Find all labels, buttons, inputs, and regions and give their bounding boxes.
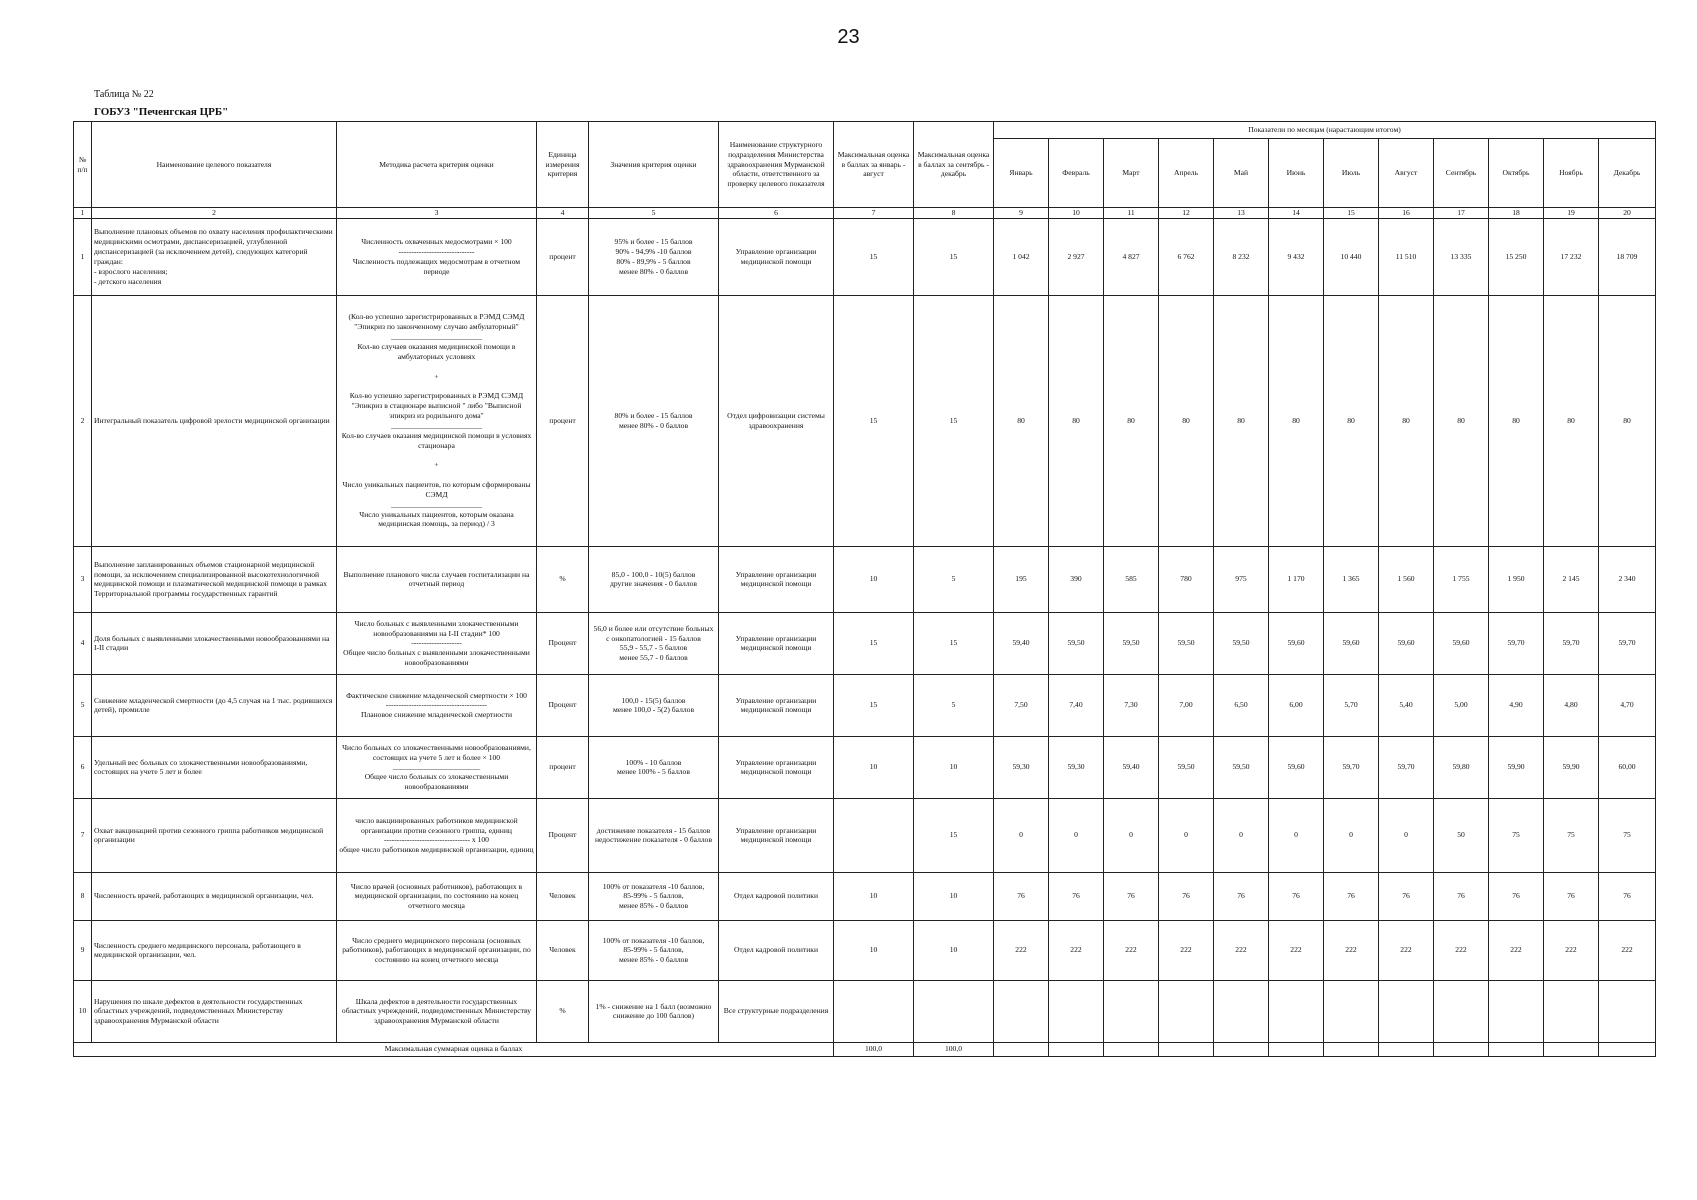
calculation-method: Фактическое снижение младенческой смертности × 100 ---------------------------------------- Плановое снижение младенческой смертности [337,674,537,736]
month-value: 0 [1049,798,1104,872]
month-value: 59,60 [1324,612,1379,674]
column-number: 1 [74,208,92,219]
month-value: 222 [1214,920,1269,980]
column-number: 2 [92,208,337,219]
calculation-method: (Кол-во успешно зарегистрированных в РЭМД СЭМД "Эпикриз по законченному случаю амбулаторный" ________________________ Кол-во случаев оказания медицинской помощи в амбулаторных условиях + Кол-во успешно зарегистрированных в РЭМД СЭМД "Эпикриз в стационаре выписной " либо "Выписной эпикриз из родильного дома" ________________________ Кол-во случаев оказания медицинской помощи в условиях стационара + Число уникальных пациентов, по которым сформированы СЭМД ________________________ Число уникальных пациентов, которым оказана медицинская помощь, за период) / 3 [337,295,537,546]
total-month-cell [1544,1042,1599,1056]
criterion-unit: процент [537,218,589,295]
month-value: 59,70 [1489,612,1544,674]
month-value: 7,30 [1104,674,1159,736]
calculation-method: Шкала дефектов в деятельности государственных областных учреждений, подведомственных Министерству здравоохранения Мурманской области [337,980,537,1042]
month-value: 1 170 [1269,546,1324,612]
month-value: 59,50 [1159,736,1214,798]
responsible-department: Управление организации медицинской помощи [719,612,834,674]
column-number: 13 [1214,208,1269,219]
month-value: 10 440 [1324,218,1379,295]
month-value: 0 [1379,798,1434,872]
month-value: 222 [1434,920,1489,980]
table-row [74,736,1656,798]
month-value: 195 [994,546,1049,612]
criterion-unit: процент [537,736,589,798]
month-value [1489,980,1544,1042]
header-month: Май [1214,139,1269,208]
month-value: 0 [1269,798,1324,872]
row-number: 9 [74,920,92,980]
month-value: 76 [1159,872,1214,920]
month-value: 59,60 [1269,736,1324,798]
month-value: 80 [1049,295,1104,546]
header-month: Август [1379,139,1434,208]
column-number: 17 [1434,208,1489,219]
month-value: 1 950 [1489,546,1544,612]
row-number: 5 [74,674,92,736]
max-score-sep-dec: 15 [914,218,994,295]
month-value: 4,70 [1599,674,1656,736]
total-row [74,1042,1656,1056]
max-score-sep-dec: 10 [914,872,994,920]
column-number: 7 [834,208,914,219]
month-value: 59,60 [1434,612,1489,674]
month-value: 76 [994,872,1049,920]
month-value [1599,980,1656,1042]
month-value: 75 [1599,798,1656,872]
indicator-name: Интегральный показатель цифровой зрелости медицинской организации [92,295,337,546]
month-value: 6,00 [1269,674,1324,736]
header-month: Март [1104,139,1159,208]
header-month: Июль [1324,139,1379,208]
responsible-department: Управление организации медицинской помощи [719,798,834,872]
header-month: Апрель [1159,139,1214,208]
month-value: 76 [1049,872,1104,920]
row-number: 10 [74,980,92,1042]
calculation-method: Число среднего медицинского персонала (основных работников), работающих в медицинской организации, по состоянию на конец отчетного месяца [337,920,537,980]
responsible-department: Управление организации медицинской помощи [719,674,834,736]
month-value: 59,40 [1104,736,1159,798]
table-row [74,980,1656,1042]
month-value: 80 [1544,295,1599,546]
month-value: 1 560 [1379,546,1434,612]
column-number: 10 [1049,208,1104,219]
month-value: 59,70 [1379,736,1434,798]
header-method: Методика расчета критерия оценки [337,122,537,208]
month-value: 80 [1214,295,1269,546]
month-value: 60,00 [1599,736,1656,798]
month-value: 80 [1379,295,1434,546]
criterion-unit: % [537,980,589,1042]
month-value: 0 [994,798,1049,872]
month-value: 5,70 [1324,674,1379,736]
column-number: 12 [1159,208,1214,219]
calculation-method: Выполнение планового числа случаев госпитализации на отчетный период [337,546,537,612]
month-value [1214,980,1269,1042]
responsible-department: Управление организации медицинской помощи [719,218,834,295]
table-row [74,218,1656,295]
total-month-cell [994,1042,1049,1056]
month-value: 59,30 [1049,736,1104,798]
month-value: 222 [1489,920,1544,980]
month-value: 76 [1324,872,1379,920]
month-value: 585 [1104,546,1159,612]
criterion-unit: Человек [537,920,589,980]
responsible-department: Отдел кадровой политики [719,872,834,920]
month-value: 222 [1159,920,1214,980]
total-month-cell [1434,1042,1489,1056]
month-value: 80 [1104,295,1159,546]
max-score-sep-dec: 15 [914,798,994,872]
max-score-jan-aug: 10 [834,736,914,798]
criterion-values: 100% - 10 баллов менее 100% - 5 баллов [589,736,719,798]
month-value: 222 [1269,920,1324,980]
indicator-name: Доля больных с выявленными злокачественными новообразованиями на I-II стадии [92,612,337,674]
month-value: 80 [1434,295,1489,546]
month-value: 59,90 [1489,736,1544,798]
row-number: 8 [74,872,92,920]
row-number: 2 [74,295,92,546]
month-value: 7,50 [994,674,1049,736]
month-value: 222 [1599,920,1656,980]
criterion-unit: Процент [537,674,589,736]
total-month-cell [1599,1042,1656,1056]
table-row [74,920,1656,980]
header-unit: Единица измерения критерия [537,122,589,208]
criterion-values: 100% от показателя -10 баллов, 85-99% - 5 баллов, менее 85% - 0 баллов [589,920,719,980]
month-value: 4,90 [1489,674,1544,736]
month-value: 76 [1214,872,1269,920]
month-value: 75 [1489,798,1544,872]
month-value: 76 [1269,872,1324,920]
column-number: 8 [914,208,994,219]
row-number: 6 [74,736,92,798]
month-value: 59,30 [994,736,1049,798]
month-value: 59,50 [1214,736,1269,798]
criterion-unit: Процент [537,612,589,674]
column-number: 5 [589,208,719,219]
month-value: 6,50 [1214,674,1269,736]
max-score-jan-aug [834,798,914,872]
month-value: 2 145 [1544,546,1599,612]
criterion-unit: Процент [537,798,589,872]
month-value [1379,980,1434,1042]
total-max-score: 100,0 [914,1042,994,1056]
row-number: 4 [74,612,92,674]
max-score-sep-dec: 15 [914,295,994,546]
month-value: 1 042 [994,218,1049,295]
month-value: 59,50 [1214,612,1269,674]
header-max-jan-aug: Максимальная оценка в баллах за январь - август [834,122,914,208]
month-value: 780 [1159,546,1214,612]
max-score-jan-aug [834,980,914,1042]
month-value: 222 [994,920,1049,980]
month-value: 59,50 [1104,612,1159,674]
month-value: 4 827 [1104,218,1159,295]
month-value: 1 755 [1434,546,1489,612]
month-value [1434,980,1489,1042]
month-value: 59,80 [1434,736,1489,798]
responsible-department: Управление организации медицинской помощи [719,736,834,798]
month-value: 5,40 [1379,674,1434,736]
max-score-sep-dec: 10 [914,920,994,980]
month-value [1324,980,1379,1042]
max-score-sep-dec: 5 [914,674,994,736]
total-month-cell [1269,1042,1324,1056]
month-value: 76 [1599,872,1656,920]
total-month-cell [1214,1042,1269,1056]
indicator-name: Снижение младенческой смертности (до 4,5 случая на 1 тыс. родившихся детей), промилле [92,674,337,736]
month-value [1269,980,1324,1042]
header-name: Наименование целевого показателя [92,122,337,208]
criterion-values: 100% от показателя -10 баллов, 85-99% - 5 баллов, менее 85% - 0 баллов [589,872,719,920]
column-number: 20 [1599,208,1656,219]
month-value: 0 [1159,798,1214,872]
calculation-method: число вакцинированных работников медицинской организации против сезонного гриппа, единиц ---------------------------------- х 100 общее число работников медицинской организации, единиц [337,798,537,872]
month-value: 59,90 [1544,736,1599,798]
column-number: 3 [337,208,537,219]
header-months-group: Показатели по месяцам (нарастающим итогом) [994,122,1656,139]
month-value: 1 365 [1324,546,1379,612]
month-value: 80 [994,295,1049,546]
month-value: 222 [1324,920,1379,980]
month-value: 59,70 [1544,612,1599,674]
month-value: 222 [1049,920,1104,980]
month-value: 76 [1489,872,1544,920]
indicator-name: Выполнение запланированных объемов стационарной медицинской помощи, за исключением специализированной высокотехнологичной медицинской помощи и плазматической медицинской помощи в рамках Территориальной программы государственных гарантий [92,546,337,612]
max-score-sep-dec: 5 [914,546,994,612]
indicators-table [73,121,1656,1057]
page-number: 23 [837,26,860,48]
indicator-name: Нарушения по шкале дефектов в деятельности государственных областных учреждений, подведомственных Министерству здравоохранения Мурманской области [92,980,337,1042]
column-number: 11 [1104,208,1159,219]
header-month: Октябрь [1489,139,1544,208]
column-number: 15 [1324,208,1379,219]
month-value: 17 232 [1544,218,1599,295]
column-number: 19 [1544,208,1599,219]
total-month-cell [1159,1042,1214,1056]
month-value [1544,980,1599,1042]
table-row [74,674,1656,736]
max-score-jan-aug: 15 [834,612,914,674]
calculation-method: Число больных со злокачественными новообразованиями, состоящих на учете 5 лет и более × 100 _______________________ Общее число больных со злокачественными новообразованиями [337,736,537,798]
criterion-values: 95% и более - 15 баллов 90% - 94,9% -10 баллов 80% - 89,9% - 5 баллов менее 80% - 0 баллов [589,218,719,295]
month-value: 390 [1049,546,1104,612]
responsible-department: Все структурные подразделения [719,980,834,1042]
month-value: 76 [1379,872,1434,920]
month-value: 80 [1324,295,1379,546]
indicator-name: Охват вакцинацией против сезонного гриппа работников медицинской организации [92,798,337,872]
month-value: 13 335 [1434,218,1489,295]
month-value: 4,80 [1544,674,1599,736]
month-value: 59,40 [994,612,1049,674]
indicator-name: Удельный вес больных со злокачественными новообразованиями, состоящих на учете 5 лет и более [92,736,337,798]
table-body [74,218,1656,1056]
month-value: 0 [1214,798,1269,872]
total-month-cell [1104,1042,1159,1056]
total-month-cell [1379,1042,1434,1056]
header-month: Ноябрь [1544,139,1599,208]
month-value: 2 340 [1599,546,1656,612]
month-value: 11 510 [1379,218,1434,295]
column-number-row [74,208,1656,219]
month-value [994,980,1049,1042]
indicator-name: Численность среднего медицинского персонала, работающего в медицинской организации, чел. [92,920,337,980]
month-value: 50 [1434,798,1489,872]
month-value: 80 [1489,295,1544,546]
calculation-method: Число врачей (основных работников), работающих в медицинской организации, по состоянию на конец отчетного месяца [337,872,537,920]
max-score-sep-dec: 15 [914,612,994,674]
max-score-jan-aug: 15 [834,218,914,295]
month-value: 8 232 [1214,218,1269,295]
total-label: Максимальная суммарная оценка в баллах [74,1042,834,1056]
max-score-jan-aug: 10 [834,872,914,920]
month-value: 0 [1104,798,1159,872]
header-values: Значения критерия оценки [589,122,719,208]
month-value: 59,70 [1324,736,1379,798]
header-num: № п/п [74,122,92,208]
month-value [1159,980,1214,1042]
month-value: 75 [1544,798,1599,872]
criterion-unit: Человек [537,872,589,920]
month-value [1049,980,1104,1042]
criterion-values: 85,0 - 100,0 - 10(5) баллов другие значения - 0 баллов [589,546,719,612]
calculation-method: Численность охваченных медосмотрами × 100 ------------------------------ Численность подлежащих медосмотрам в отчетном периоде [337,218,537,295]
month-value: 76 [1104,872,1159,920]
month-value: 9 432 [1269,218,1324,295]
table-row [74,546,1656,612]
table-row [74,872,1656,920]
criterion-values: 56,0 и более или отсутствие больных с онкопатологией - 15 баллов 55,9 - 55,7 - 5 баллов менее 55,7 - 0 баллов [589,612,719,674]
month-value [1104,980,1159,1042]
criterion-unit: % [537,546,589,612]
month-value: 76 [1544,872,1599,920]
row-number: 3 [74,546,92,612]
header-month: Январь [994,139,1049,208]
month-value: 6 762 [1159,218,1214,295]
responsible-department: Отдел цифровизации системы здравоохранения [719,295,834,546]
month-value: 7,00 [1159,674,1214,736]
table-row [74,295,1656,546]
month-value: 222 [1379,920,1434,980]
max-score-sep-dec: 10 [914,736,994,798]
month-value: 2 927 [1049,218,1104,295]
month-value: 80 [1159,295,1214,546]
column-number: 6 [719,208,834,219]
indicator-name: Выполнение плановых объемов по охвату населения профилактическими медицинскими осмотрами, диспансеризацией, углубленной диспансеризацией (за исключением детей), следующих категорий граждан: - взрослого населения; - детского населения [92,218,337,295]
month-value: 18 709 [1599,218,1656,295]
criterion-values: 80% и более - 15 баллов менее 80% - 0 баллов [589,295,719,546]
total-max-score: 100,0 [834,1042,914,1056]
month-value: 80 [1599,295,1656,546]
organization-title: ГОБУЗ "Печенгская ЦРБ" [94,106,229,118]
indicator-name: Численность врачей, работающих в медицинской организации, чел. [92,872,337,920]
month-value: 5,00 [1434,674,1489,736]
month-value: 76 [1434,872,1489,920]
responsible-department: Управление организации медицинской помощи [719,546,834,612]
month-value: 59,60 [1269,612,1324,674]
month-value: 59,70 [1599,612,1656,674]
table-row [74,612,1656,674]
month-value: 59,50 [1049,612,1104,674]
month-value: 975 [1214,546,1269,612]
header-month: Июнь [1269,139,1324,208]
column-number: 16 [1379,208,1434,219]
max-score-jan-aug: 15 [834,295,914,546]
month-value: 59,60 [1379,612,1434,674]
criterion-values: 1% - снижение на 1 балл (возможно снижение до 100 баллов) [589,980,719,1042]
column-number: 9 [994,208,1049,219]
total-month-cell [1049,1042,1104,1056]
header-month: Сентябрь [1434,139,1489,208]
row-number: 1 [74,218,92,295]
header-month: Декабрь [1599,139,1656,208]
criterion-unit: процент [537,295,589,546]
month-value: 222 [1544,920,1599,980]
responsible-department: Отдел кадровой политики [719,920,834,980]
month-value: 15 250 [1489,218,1544,295]
column-number: 14 [1269,208,1324,219]
table-caption: Таблица № 22 [94,89,154,100]
month-value: 59,50 [1159,612,1214,674]
total-month-cell [1489,1042,1544,1056]
header-responsible: Наименование структурного подразделения Министерства здравоохранения Мурманской области, ответственного за проверку целевого показателя [719,122,834,208]
criterion-values: достижение показателя - 15 баллов недостижение показателя - 0 баллов [589,798,719,872]
column-number: 4 [537,208,589,219]
max-score-sep-dec [914,980,994,1042]
max-score-jan-aug: 10 [834,546,914,612]
max-score-jan-aug: 10 [834,920,914,980]
month-value: 222 [1104,920,1159,980]
table-row [74,798,1656,872]
total-month-cell [1324,1042,1379,1056]
calculation-method: Число больных с выявленными злокачественными новообразованиями на I-II стадии* 100 -------------------- Общее число больных с выявленными злокачественными новообразованиями [337,612,537,674]
header-month: Февраль [1049,139,1104,208]
month-value: 0 [1324,798,1379,872]
column-number: 18 [1489,208,1544,219]
month-value: 80 [1269,295,1324,546]
month-value: 7,40 [1049,674,1104,736]
criterion-values: 100,0 - 15(5) баллов менее 100,0 - 5(2) баллов [589,674,719,736]
max-score-jan-aug: 15 [834,674,914,736]
header-max-sep-dec: Максимальная оценка в баллах за сентябрь - декабрь [914,122,994,208]
row-number: 7 [74,798,92,872]
